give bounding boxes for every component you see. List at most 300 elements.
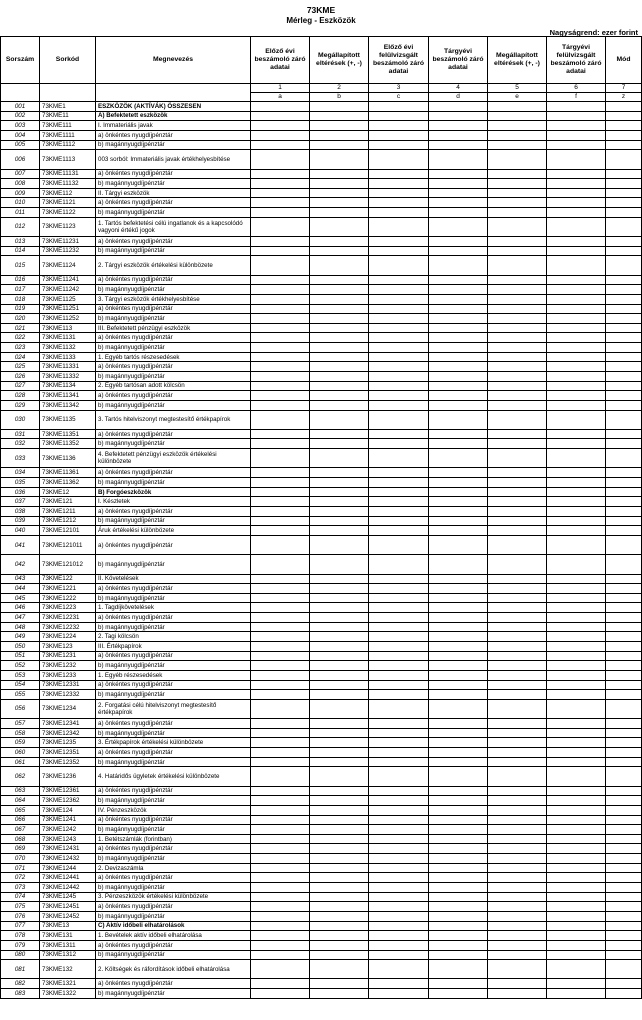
value-cell-4[interactable] — [429, 854, 488, 864]
value-cell-7[interactable] — [606, 468, 642, 478]
value-cell-1[interactable] — [251, 516, 310, 526]
value-cell-6[interactable] — [547, 188, 606, 198]
value-cell-1[interactable] — [251, 198, 310, 208]
value-cell-7[interactable] — [606, 371, 642, 381]
value-cell-5[interactable] — [488, 863, 547, 873]
value-cell-7[interactable] — [606, 931, 642, 941]
value-cell-1[interactable] — [251, 208, 310, 218]
value-cell-5[interactable] — [488, 535, 547, 554]
value-cell-1[interactable] — [251, 622, 310, 632]
value-cell-7[interactable] — [606, 796, 642, 806]
value-cell-4[interactable] — [429, 863, 488, 873]
value-cell-3[interactable] — [369, 767, 429, 786]
value-cell-7[interactable] — [606, 902, 642, 912]
value-cell-3[interactable] — [369, 738, 429, 748]
value-cell-6[interactable] — [547, 371, 606, 381]
value-cell-6[interactable] — [547, 439, 606, 449]
value-cell-7[interactable] — [606, 921, 642, 931]
value-cell-5[interactable] — [488, 478, 547, 488]
value-cell-2[interactable] — [310, 728, 369, 738]
value-cell-5[interactable] — [488, 767, 547, 786]
value-cell-3[interactable] — [369, 699, 429, 718]
value-cell-3[interactable] — [369, 555, 429, 574]
value-cell-6[interactable] — [547, 391, 606, 401]
value-cell-5[interactable] — [488, 680, 547, 690]
value-cell-7[interactable] — [606, 391, 642, 401]
value-cell-4[interactable] — [429, 593, 488, 603]
value-cell-5[interactable] — [488, 371, 547, 381]
value-cell-4[interactable] — [429, 439, 488, 449]
value-cell-6[interactable] — [547, 786, 606, 796]
value-cell-7[interactable] — [606, 670, 642, 680]
value-cell-1[interactable] — [251, 391, 310, 401]
value-cell-1[interactable] — [251, 757, 310, 767]
value-cell-1[interactable] — [251, 439, 310, 449]
value-cell-7[interactable] — [606, 487, 642, 497]
value-cell-3[interactable] — [369, 719, 429, 729]
value-cell-4[interactable] — [429, 641, 488, 651]
value-cell-4[interactable] — [429, 362, 488, 372]
value-cell-6[interactable] — [547, 487, 606, 497]
value-cell-1[interactable] — [251, 940, 310, 950]
value-cell-2[interactable] — [310, 584, 369, 594]
value-cell-7[interactable] — [606, 246, 642, 256]
value-cell-6[interactable] — [547, 246, 606, 256]
value-cell-2[interactable] — [310, 333, 369, 343]
value-cell-3[interactable] — [369, 188, 429, 198]
value-cell-3[interactable] — [369, 661, 429, 671]
value-cell-2[interactable] — [310, 343, 369, 353]
value-cell-6[interactable] — [547, 738, 606, 748]
value-cell-1[interactable] — [251, 140, 310, 150]
value-cell-2[interactable] — [310, 121, 369, 131]
value-cell-4[interactable] — [429, 497, 488, 507]
value-cell-7[interactable] — [606, 748, 642, 758]
value-cell-3[interactable] — [369, 873, 429, 883]
value-cell-5[interactable] — [488, 381, 547, 391]
value-cell-3[interactable] — [369, 506, 429, 516]
value-cell-2[interactable] — [310, 410, 369, 429]
value-cell-4[interactable] — [429, 169, 488, 179]
value-cell-1[interactable] — [251, 670, 310, 680]
value-cell-2[interactable] — [310, 960, 369, 979]
value-cell-4[interactable] — [429, 111, 488, 121]
value-cell-1[interactable] — [251, 362, 310, 372]
value-cell-6[interactable] — [547, 150, 606, 169]
value-cell-4[interactable] — [429, 304, 488, 314]
value-cell-3[interactable] — [369, 593, 429, 603]
value-cell-4[interactable] — [429, 767, 488, 786]
value-cell-4[interactable] — [429, 391, 488, 401]
value-cell-4[interactable] — [429, 680, 488, 690]
value-cell-1[interactable] — [251, 641, 310, 651]
value-cell-7[interactable] — [606, 979, 642, 989]
value-cell-7[interactable] — [606, 728, 642, 738]
value-cell-6[interactable] — [547, 641, 606, 651]
value-cell-3[interactable] — [369, 130, 429, 140]
value-cell-5[interactable] — [488, 111, 547, 121]
value-cell-1[interactable] — [251, 825, 310, 835]
value-cell-4[interactable] — [429, 343, 488, 353]
value-cell-6[interactable] — [547, 825, 606, 835]
value-cell-2[interactable] — [310, 699, 369, 718]
value-cell-6[interactable] — [547, 343, 606, 353]
value-cell-5[interactable] — [488, 699, 547, 718]
value-cell-5[interactable] — [488, 690, 547, 700]
value-cell-7[interactable] — [606, 757, 642, 767]
value-cell-2[interactable] — [310, 217, 369, 236]
value-cell-2[interactable] — [310, 593, 369, 603]
value-cell-5[interactable] — [488, 902, 547, 912]
value-cell-6[interactable] — [547, 892, 606, 902]
value-cell-4[interactable] — [429, 208, 488, 218]
value-cell-5[interactable] — [488, 603, 547, 613]
value-cell-5[interactable] — [488, 989, 547, 999]
value-cell-5[interactable] — [488, 246, 547, 256]
value-cell-2[interactable] — [310, 188, 369, 198]
value-cell-2[interactable] — [310, 690, 369, 700]
value-cell-4[interactable] — [429, 526, 488, 536]
value-cell-2[interactable] — [310, 468, 369, 478]
value-cell-6[interactable] — [547, 217, 606, 236]
value-cell-7[interactable] — [606, 169, 642, 179]
value-cell-4[interactable] — [429, 613, 488, 623]
value-cell-2[interactable] — [310, 979, 369, 989]
value-cell-2[interactable] — [310, 940, 369, 950]
value-cell-4[interactable] — [429, 796, 488, 806]
value-cell-5[interactable] — [488, 805, 547, 815]
value-cell-4[interactable] — [429, 478, 488, 488]
value-cell-1[interactable] — [251, 680, 310, 690]
value-cell-3[interactable] — [369, 237, 429, 247]
value-cell-3[interactable] — [369, 304, 429, 314]
value-cell-1[interactable] — [251, 526, 310, 536]
value-cell-1[interactable] — [251, 844, 310, 854]
value-cell-4[interactable] — [429, 603, 488, 613]
value-cell-1[interactable] — [251, 632, 310, 642]
value-cell-7[interactable] — [606, 102, 642, 112]
value-cell-3[interactable] — [369, 381, 429, 391]
value-cell-5[interactable] — [488, 217, 547, 236]
value-cell-4[interactable] — [429, 892, 488, 902]
value-cell-6[interactable] — [547, 237, 606, 247]
value-cell-4[interactable] — [429, 979, 488, 989]
value-cell-1[interactable] — [251, 699, 310, 718]
value-cell-5[interactable] — [488, 931, 547, 941]
value-cell-5[interactable] — [488, 940, 547, 950]
value-cell-5[interactable] — [488, 728, 547, 738]
value-cell-3[interactable] — [369, 343, 429, 353]
value-cell-4[interactable] — [429, 555, 488, 574]
value-cell-3[interactable] — [369, 429, 429, 439]
value-cell-6[interactable] — [547, 960, 606, 979]
value-cell-2[interactable] — [310, 921, 369, 931]
value-cell-4[interactable] — [429, 429, 488, 439]
value-cell-6[interactable] — [547, 362, 606, 372]
value-cell-1[interactable] — [251, 902, 310, 912]
value-cell-2[interactable] — [310, 304, 369, 314]
value-cell-2[interactable] — [310, 208, 369, 218]
value-cell-1[interactable] — [251, 449, 310, 468]
value-cell-1[interactable] — [251, 989, 310, 999]
value-cell-7[interactable] — [606, 506, 642, 516]
value-cell-7[interactable] — [606, 950, 642, 960]
value-cell-7[interactable] — [606, 294, 642, 304]
value-cell-5[interactable] — [488, 651, 547, 661]
value-cell-6[interactable] — [547, 468, 606, 478]
value-cell-3[interactable] — [369, 748, 429, 758]
value-cell-7[interactable] — [606, 825, 642, 835]
value-cell-7[interactable] — [606, 805, 642, 815]
value-cell-1[interactable] — [251, 921, 310, 931]
value-cell-7[interactable] — [606, 526, 642, 536]
value-cell-7[interactable] — [606, 304, 642, 314]
value-cell-6[interactable] — [547, 584, 606, 594]
value-cell-3[interactable] — [369, 111, 429, 121]
value-cell-7[interactable] — [606, 343, 642, 353]
value-cell-1[interactable] — [251, 651, 310, 661]
value-cell-3[interactable] — [369, 140, 429, 150]
value-cell-2[interactable] — [310, 381, 369, 391]
value-cell-1[interactable] — [251, 304, 310, 314]
value-cell-5[interactable] — [488, 323, 547, 333]
value-cell-2[interactable] — [310, 237, 369, 247]
value-cell-4[interactable] — [429, 150, 488, 169]
value-cell-3[interactable] — [369, 314, 429, 324]
value-cell-4[interactable] — [429, 757, 488, 767]
value-cell-6[interactable] — [547, 497, 606, 507]
value-cell-5[interactable] — [488, 738, 547, 748]
value-cell-1[interactable] — [251, 911, 310, 921]
value-cell-7[interactable] — [606, 815, 642, 825]
value-cell-7[interactable] — [606, 140, 642, 150]
value-cell-2[interactable] — [310, 622, 369, 632]
value-cell-7[interactable] — [606, 940, 642, 950]
value-cell-7[interactable] — [606, 362, 642, 372]
value-cell-7[interactable] — [606, 651, 642, 661]
value-cell-4[interactable] — [429, 699, 488, 718]
value-cell-1[interactable] — [251, 786, 310, 796]
value-cell-3[interactable] — [369, 371, 429, 381]
value-cell-4[interactable] — [429, 883, 488, 893]
value-cell-7[interactable] — [606, 449, 642, 468]
value-cell-4[interactable] — [429, 911, 488, 921]
value-cell-7[interactable] — [606, 786, 642, 796]
value-cell-7[interactable] — [606, 844, 642, 854]
value-cell-5[interactable] — [488, 622, 547, 632]
value-cell-3[interactable] — [369, 391, 429, 401]
value-cell-5[interactable] — [488, 873, 547, 883]
value-cell-2[interactable] — [310, 574, 369, 584]
value-cell-6[interactable] — [547, 400, 606, 410]
value-cell-1[interactable] — [251, 950, 310, 960]
value-cell-7[interactable] — [606, 661, 642, 671]
value-cell-2[interactable] — [310, 323, 369, 333]
value-cell-1[interactable] — [251, 603, 310, 613]
value-cell-1[interactable] — [251, 217, 310, 236]
value-cell-5[interactable] — [488, 892, 547, 902]
value-cell-6[interactable] — [547, 979, 606, 989]
value-cell-1[interactable] — [251, 275, 310, 285]
value-cell-5[interactable] — [488, 169, 547, 179]
value-cell-3[interactable] — [369, 208, 429, 218]
value-cell-1[interactable] — [251, 188, 310, 198]
value-cell-3[interactable] — [369, 121, 429, 131]
value-cell-7[interactable] — [606, 179, 642, 189]
value-cell-6[interactable] — [547, 796, 606, 806]
value-cell-7[interactable] — [606, 323, 642, 333]
value-cell-3[interactable] — [369, 333, 429, 343]
value-cell-3[interactable] — [369, 844, 429, 854]
value-cell-6[interactable] — [547, 179, 606, 189]
value-cell-2[interactable] — [310, 246, 369, 256]
value-cell-7[interactable] — [606, 699, 642, 718]
value-cell-5[interactable] — [488, 410, 547, 429]
value-cell-3[interactable] — [369, 497, 429, 507]
value-cell-2[interactable] — [310, 169, 369, 179]
value-cell-5[interactable] — [488, 333, 547, 343]
value-cell-7[interactable] — [606, 535, 642, 554]
value-cell-5[interactable] — [488, 362, 547, 372]
value-cell-3[interactable] — [369, 931, 429, 941]
value-cell-5[interactable] — [488, 487, 547, 497]
value-cell-4[interactable] — [429, 535, 488, 554]
value-cell-7[interactable] — [606, 314, 642, 324]
value-cell-4[interactable] — [429, 844, 488, 854]
value-cell-5[interactable] — [488, 256, 547, 275]
value-cell-7[interactable] — [606, 863, 642, 873]
value-cell-6[interactable] — [547, 651, 606, 661]
value-cell-4[interactable] — [429, 323, 488, 333]
value-cell-5[interactable] — [488, 121, 547, 131]
value-cell-4[interactable] — [429, 834, 488, 844]
value-cell-1[interactable] — [251, 815, 310, 825]
value-cell-1[interactable] — [251, 593, 310, 603]
value-cell-7[interactable] — [606, 690, 642, 700]
value-cell-5[interactable] — [488, 632, 547, 642]
value-cell-7[interactable] — [606, 121, 642, 131]
value-cell-1[interactable] — [251, 400, 310, 410]
value-cell-4[interactable] — [429, 246, 488, 256]
value-cell-6[interactable] — [547, 834, 606, 844]
value-cell-2[interactable] — [310, 748, 369, 758]
value-cell-2[interactable] — [310, 989, 369, 999]
value-cell-4[interactable] — [429, 275, 488, 285]
value-cell-1[interactable] — [251, 892, 310, 902]
value-cell-6[interactable] — [547, 294, 606, 304]
value-cell-2[interactable] — [310, 497, 369, 507]
value-cell-2[interactable] — [310, 767, 369, 786]
value-cell-3[interactable] — [369, 179, 429, 189]
value-cell-7[interactable] — [606, 892, 642, 902]
value-cell-5[interactable] — [488, 275, 547, 285]
value-cell-3[interactable] — [369, 275, 429, 285]
value-cell-5[interactable] — [488, 400, 547, 410]
value-cell-4[interactable] — [429, 352, 488, 362]
value-cell-3[interactable] — [369, 468, 429, 478]
value-cell-2[interactable] — [310, 680, 369, 690]
value-cell-2[interactable] — [310, 873, 369, 883]
value-cell-2[interactable] — [310, 796, 369, 806]
value-cell-5[interactable] — [488, 314, 547, 324]
value-cell-6[interactable] — [547, 670, 606, 680]
value-cell-4[interactable] — [429, 960, 488, 979]
value-cell-1[interactable] — [251, 429, 310, 439]
value-cell-4[interactable] — [429, 506, 488, 516]
value-cell-2[interactable] — [310, 439, 369, 449]
value-cell-2[interactable] — [310, 391, 369, 401]
value-cell-4[interactable] — [429, 179, 488, 189]
value-cell-5[interactable] — [488, 506, 547, 516]
value-cell-3[interactable] — [369, 256, 429, 275]
value-cell-3[interactable] — [369, 603, 429, 613]
value-cell-6[interactable] — [547, 130, 606, 140]
value-cell-4[interactable] — [429, 719, 488, 729]
value-cell-3[interactable] — [369, 410, 429, 429]
value-cell-3[interactable] — [369, 169, 429, 179]
value-cell-2[interactable] — [310, 805, 369, 815]
value-cell-1[interactable] — [251, 960, 310, 979]
value-cell-3[interactable] — [369, 690, 429, 700]
value-cell-6[interactable] — [547, 352, 606, 362]
value-cell-2[interactable] — [310, 844, 369, 854]
value-cell-6[interactable] — [547, 767, 606, 786]
value-cell-1[interactable] — [251, 535, 310, 554]
value-cell-7[interactable] — [606, 622, 642, 632]
value-cell-7[interactable] — [606, 429, 642, 439]
value-cell-6[interactable] — [547, 603, 606, 613]
value-cell-1[interactable] — [251, 584, 310, 594]
value-cell-3[interactable] — [369, 613, 429, 623]
value-cell-4[interactable] — [429, 786, 488, 796]
value-cell-3[interactable] — [369, 584, 429, 594]
value-cell-4[interactable] — [429, 728, 488, 738]
value-cell-2[interactable] — [310, 613, 369, 623]
value-cell-1[interactable] — [251, 497, 310, 507]
value-cell-3[interactable] — [369, 487, 429, 497]
value-cell-5[interactable] — [488, 757, 547, 767]
value-cell-1[interactable] — [251, 381, 310, 391]
value-cell-4[interactable] — [429, 410, 488, 429]
value-cell-3[interactable] — [369, 516, 429, 526]
value-cell-2[interactable] — [310, 275, 369, 285]
value-cell-3[interactable] — [369, 863, 429, 873]
value-cell-1[interactable] — [251, 285, 310, 295]
value-cell-6[interactable] — [547, 169, 606, 179]
value-cell-2[interactable] — [310, 140, 369, 150]
value-cell-1[interactable] — [251, 506, 310, 516]
value-cell-5[interactable] — [488, 526, 547, 536]
value-cell-7[interactable] — [606, 603, 642, 613]
value-cell-4[interactable] — [429, 237, 488, 247]
value-cell-7[interactable] — [606, 883, 642, 893]
value-cell-7[interactable] — [606, 198, 642, 208]
value-cell-2[interactable] — [310, 526, 369, 536]
value-cell-4[interactable] — [429, 873, 488, 883]
value-cell-5[interactable] — [488, 834, 547, 844]
value-cell-4[interactable] — [429, 921, 488, 931]
value-cell-3[interactable] — [369, 834, 429, 844]
value-cell-7[interactable] — [606, 632, 642, 642]
value-cell-7[interactable] — [606, 352, 642, 362]
value-cell-2[interactable] — [310, 362, 369, 372]
value-cell-6[interactable] — [547, 314, 606, 324]
value-cell-6[interactable] — [547, 940, 606, 950]
value-cell-6[interactable] — [547, 410, 606, 429]
value-cell-1[interactable] — [251, 883, 310, 893]
value-cell-4[interactable] — [429, 217, 488, 236]
value-cell-6[interactable] — [547, 690, 606, 700]
